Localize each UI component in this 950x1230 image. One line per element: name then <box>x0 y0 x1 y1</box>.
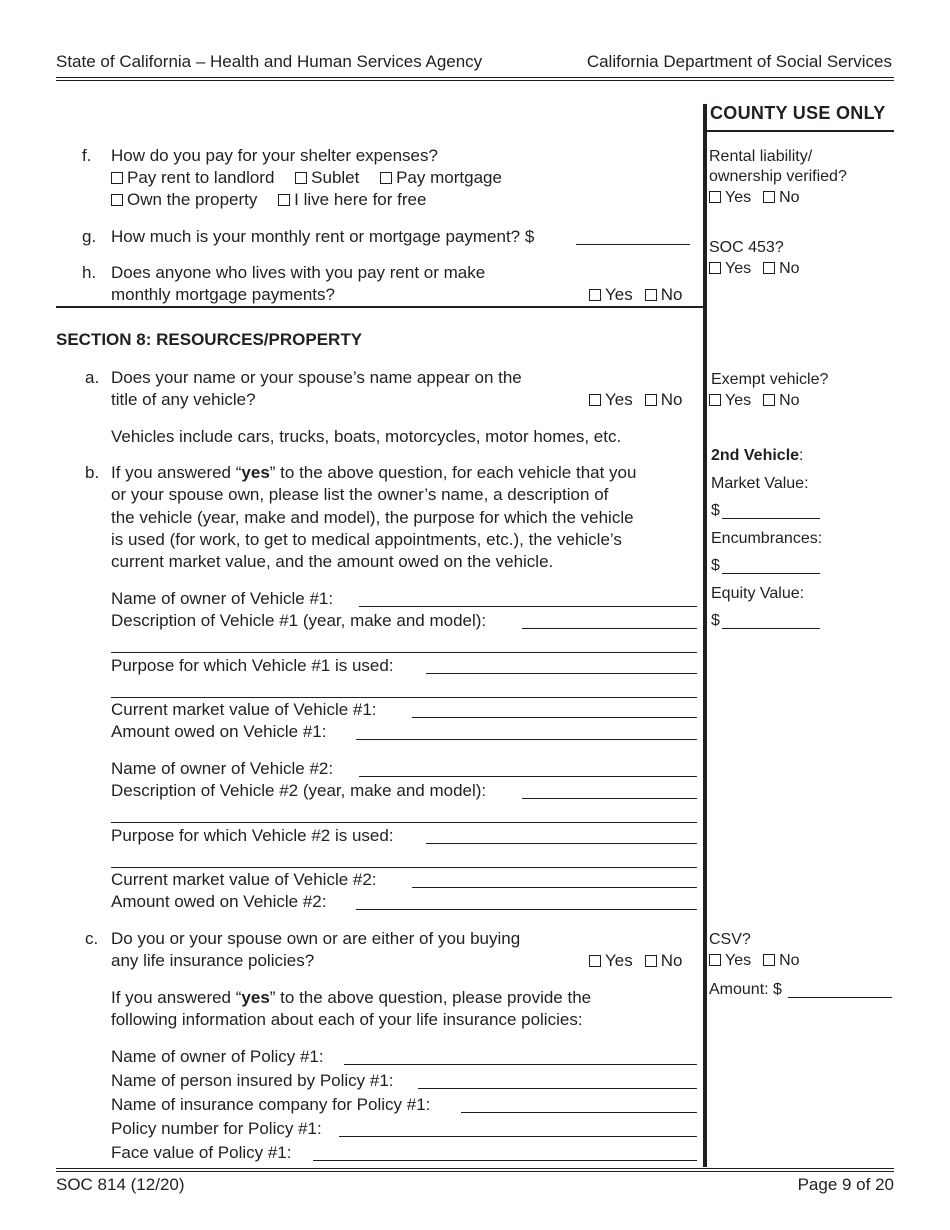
v2-owed-label: Amount owed on Vehicle #2: <box>111 892 327 911</box>
checkbox-icon[interactable] <box>111 172 123 184</box>
header-department: California Department of Social Services <box>586 52 892 71</box>
item-c-line1: Do you or your spouse own or are either of you buying <box>111 929 521 948</box>
v1-market-label: Current market value of Vehicle #1: <box>111 700 377 719</box>
p1-owner-field[interactable] <box>344 1064 697 1065</box>
checkbox-icon[interactable] <box>295 172 307 184</box>
section8-title: SECTION 8: RESOURCES/PROPERTY <box>56 330 363 349</box>
county-encumbrances: Encumbrances: <box>711 530 823 547</box>
county-csv: CSV? <box>709 931 751 948</box>
v1-owner-field[interactable] <box>359 606 697 607</box>
county-soc453: SOC 453? <box>709 239 784 256</box>
item-a-note: Vehicles include cars, trucks, boats, motorcycles, motor homes, etc. <box>111 427 622 446</box>
checkbox-icon[interactable] <box>763 262 775 274</box>
item-c-yes-no: Yes No <box>589 950 682 972</box>
item-c-info-line1: If you answered “yes” to the above question, please provide the <box>111 988 592 1007</box>
county-exempt-yes-no: Yes No <box>709 390 800 412</box>
checkbox-icon[interactable] <box>111 194 123 206</box>
v2-purpose-field-line2[interactable] <box>111 867 697 868</box>
p1-insured-field[interactable] <box>418 1088 697 1089</box>
p1-insured-label: Name of person insured by Policy #1: <box>111 1071 394 1090</box>
p1-number-field[interactable] <box>339 1136 697 1137</box>
v2-purpose-field[interactable] <box>426 843 697 844</box>
checkbox-icon[interactable] <box>763 191 775 203</box>
item-a-line1: Does your name or your spouse’s name appear on the <box>111 368 522 387</box>
checkbox-icon[interactable] <box>645 289 657 301</box>
item-c-letter: c. <box>85 929 99 948</box>
p1-company-label: Name of insurance company for Policy #1: <box>111 1095 431 1114</box>
v2-desc-label: Description of Vehicle #2 (year, make and model): <box>111 781 487 800</box>
footer-rule-1 <box>56 1168 894 1169</box>
county-soc453-yes-no: Yes No <box>709 258 800 280</box>
item-b-line2: or your spouse own, please list the owner’s name, a description of <box>111 485 609 504</box>
county-rental-yes-no: Yes No <box>709 187 800 209</box>
county-title-rule <box>707 130 894 132</box>
county-equity-dollar: $ <box>711 612 720 629</box>
v1-owed-label: Amount owed on Vehicle #1: <box>111 722 327 741</box>
county-market-value: Market Value: <box>711 475 809 492</box>
v1-purpose-label: Purpose for which Vehicle #1 is used: <box>111 656 394 675</box>
header-rule-2 <box>56 80 894 81</box>
checkbox-icon[interactable] <box>589 394 601 406</box>
section-divider <box>56 306 704 308</box>
v1-purpose-field[interactable] <box>426 673 697 674</box>
county-market-dollar: $ <box>711 502 720 519</box>
county-equity-value: Equity Value: <box>711 585 805 602</box>
county-encumbrances-dollar: $ <box>711 557 720 574</box>
item-h-letter: h. <box>82 263 97 282</box>
item-g-question: How much is your monthly rent or mortgage payment? $ <box>111 227 535 246</box>
footer-rule-2 <box>56 1171 894 1172</box>
checkbox-icon[interactable] <box>709 191 721 203</box>
header-rule-1 <box>56 77 894 78</box>
item-f-options-row1: Pay rent to landlord Sublet Pay mortgage <box>111 167 502 189</box>
county-amount-field[interactable] <box>788 997 892 998</box>
item-b-line4: is used (for work, to get to medical appointments, etc.), the vehicle’s <box>111 530 622 549</box>
county-rental-line1: Rental liability/ <box>709 148 813 165</box>
county-second-vehicle: 2nd Vehicle: <box>711 447 804 464</box>
checkbox-icon[interactable] <box>763 394 775 406</box>
item-b-line3: the vehicle (year, make and model), the purpose for which the vehicle <box>111 508 634 527</box>
p1-number-label: Policy number for Policy #1: <box>111 1119 322 1138</box>
item-b-letter: b. <box>85 463 100 482</box>
checkbox-icon[interactable] <box>589 955 601 967</box>
v1-desc-field[interactable] <box>522 628 697 629</box>
county-use-title: COUNTY USE ONLY <box>710 103 886 123</box>
item-f-options-row2: Own the property I live here for free <box>111 189 426 211</box>
item-c-line2: any life insurance policies? <box>111 951 315 970</box>
item-h-line1: Does anyone who lives with you pay rent or make <box>111 263 486 282</box>
footer-page-number: Page 9 of 20 <box>797 1175 894 1194</box>
county-equity-value-field[interactable] <box>722 628 820 629</box>
v1-purpose-field-line2[interactable] <box>111 697 697 698</box>
checkbox-icon[interactable] <box>709 394 721 406</box>
checkbox-icon[interactable] <box>645 955 657 967</box>
county-rental-line2: ownership verified? <box>709 168 847 185</box>
county-amount: Amount: $ <box>709 981 782 998</box>
county-market-value-field[interactable] <box>722 518 820 519</box>
rent-payment-field[interactable] <box>576 244 690 245</box>
v1-desc-field-line2[interactable] <box>111 652 697 653</box>
checkbox-icon[interactable] <box>380 172 392 184</box>
v2-owner-field[interactable] <box>359 776 697 777</box>
item-h-line2: monthly mortgage payments? <box>111 285 335 304</box>
item-c-info-line2: following information about each of your life insurance policies: <box>111 1010 583 1029</box>
item-f-letter: f. <box>82 146 92 165</box>
item-h-yes-no: Yes No <box>589 284 682 306</box>
item-g-letter: g. <box>82 227 97 246</box>
v1-owner-label: Name of owner of Vehicle #1: <box>111 589 334 608</box>
p1-company-field[interactable] <box>461 1112 697 1113</box>
v2-owed-field[interactable] <box>356 909 697 910</box>
item-a-line2: title of any vehicle? <box>111 390 256 409</box>
header-agency: State of California – Health and Human Services Agency <box>56 52 483 71</box>
item-a-yes-no: Yes No <box>589 389 682 411</box>
county-column-divider <box>703 104 707 1167</box>
v2-market-label: Current market value of Vehicle #2: <box>111 870 377 889</box>
item-a-letter: a. <box>85 368 100 387</box>
checkbox-icon[interactable] <box>763 954 775 966</box>
checkbox-icon[interactable] <box>278 194 290 206</box>
county-csv-yes-no: Yes No <box>709 950 800 972</box>
item-b-line1: If you answered “yes” to the above question, for each vehicle that you <box>111 463 637 482</box>
checkbox-icon[interactable] <box>645 394 657 406</box>
v2-purpose-label: Purpose for which Vehicle #2 is used: <box>111 826 394 845</box>
footer-form-number: SOC 814 (12/20) <box>56 1175 185 1194</box>
v1-market-field[interactable] <box>412 717 697 718</box>
p1-owner-label: Name of owner of Policy #1: <box>111 1047 324 1066</box>
checkbox-icon[interactable] <box>709 262 721 274</box>
v2-desc-field[interactable] <box>522 798 697 799</box>
checkbox-icon[interactable] <box>709 954 721 966</box>
county-exempt-vehicle: Exempt vehicle? <box>711 371 829 388</box>
v2-owner-label: Name of owner of Vehicle #2: <box>111 759 334 778</box>
v1-desc-label: Description of Vehicle #1 (year, make and model): <box>111 611 487 630</box>
item-b-line5: current market value, and the amount owed on the vehicle. <box>111 552 554 571</box>
v2-market-field[interactable] <box>412 887 697 888</box>
v1-owed-field[interactable] <box>356 739 697 740</box>
item-f-question: How do you pay for your shelter expenses? <box>111 146 438 165</box>
p1-face-label: Face value of Policy #1: <box>111 1143 292 1162</box>
county-encumbrances-field[interactable] <box>722 573 820 574</box>
v2-desc-field-line2[interactable] <box>111 822 697 823</box>
checkbox-icon[interactable] <box>589 289 601 301</box>
p1-face-field[interactable] <box>313 1160 697 1161</box>
